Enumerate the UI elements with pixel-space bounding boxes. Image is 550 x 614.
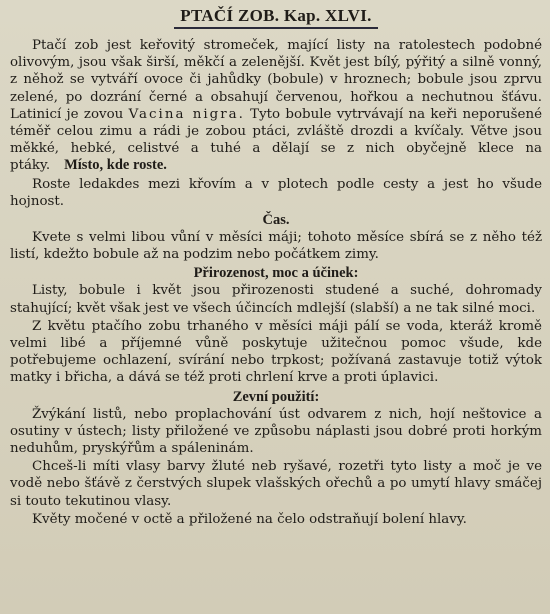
heading-prirozenost: Přirozenost, moc a účinek: [193, 265, 359, 282]
title-wrap [10, 6, 542, 29]
paragraph-cas: Kvete s velmi libou vůní v měsíci máji; tohoto měsíce sbírá se z něho též listí, kdežto bobule až na podzim nebo počátkem zimy. [10, 230, 542, 263]
latin-name: Vacina nigra. [128, 106, 245, 122]
paragraph-zevni-1: Žvýkání listů, nebo proplachování úst odvarem z nich, hojí neštovice a osutiny v ústech; listy přiložené ve způsobu náplasti jsou dobré proti horkým neduhům, pryskýřům a spáleninám. [10, 406, 542, 457]
intro-text-2: Tyto bobule vytrvávají na keři neporušené téměř celou zimu a rádi je zobou ptáci, zvláště drozdi a kvíčaly. Větve jsou měkké, hebké, celistvé a tuhé a dělají se z nich obyčejně klece na ptáky. [10, 106, 542, 174]
paragraph-zevni-3: Květy močené v octě a přiložené na čelo odstraňují bolení hlavy. [32, 511, 467, 527]
paragraph-prirozenost-2: Z květu ptačího zobu trhaného v měsíci máji pálí se voda, kteráž kromě velmi libé a příjemné vůně poskytuje užitečnou pomoc všude, kde potřebujeme ochlazení, svírání nebo trpkost; požívaná zastavuje totiž výtok matky i břicha, a dává se též proti chrlení krve a proti úplavici. [10, 318, 542, 386]
paragraph-prirozenost-1: Listy, bobule i květ jsou přirozenosti studené a suché, dohromady stahující; květ však jest ve všech účincích mdlejší (slabší) a ne tak silné moci. [10, 283, 542, 316]
paragraph-zevni-2: Chceš-li míti vlasy barvy žluté neb ryšavé, rozetři tyto listy a moč je ve vodě nebo šťávě z čerstvých slupek vlašských ořechů a po umytí hlavy smáčej si touto tekutinou vlasy. [10, 459, 542, 509]
heading-mist: Místo, kde roste. [64, 157, 167, 174]
intro-paragraph [10, 37, 542, 175]
intro-text-1: Ptačí zob jest keřovitý stromeček, mající listy na ratolestech podobné olivovým, jsou však širší, měkčí a zelenější. Květ jest bílý, pýřitý a silně vonný, z něhož se vytváří ovoce či jahůdky (bobule) v hroznech; bobule jsou zprvu zelené, po dozrání černé a obsahují červenou, hořkou a nechutnou šťávu. Latinicí je zovou [10, 38, 542, 122]
heading-zevni: Zevní použití: [232, 388, 320, 405]
paragraph-mist: Roste ledakdes mezi křovím a v plotech podle cesty a jest ho všude hojnost. [10, 176, 542, 209]
chapter-title: PTAČÍ ZOB. Kap. XLVI. [174, 6, 377, 29]
heading-cas: Čas. [262, 212, 290, 229]
